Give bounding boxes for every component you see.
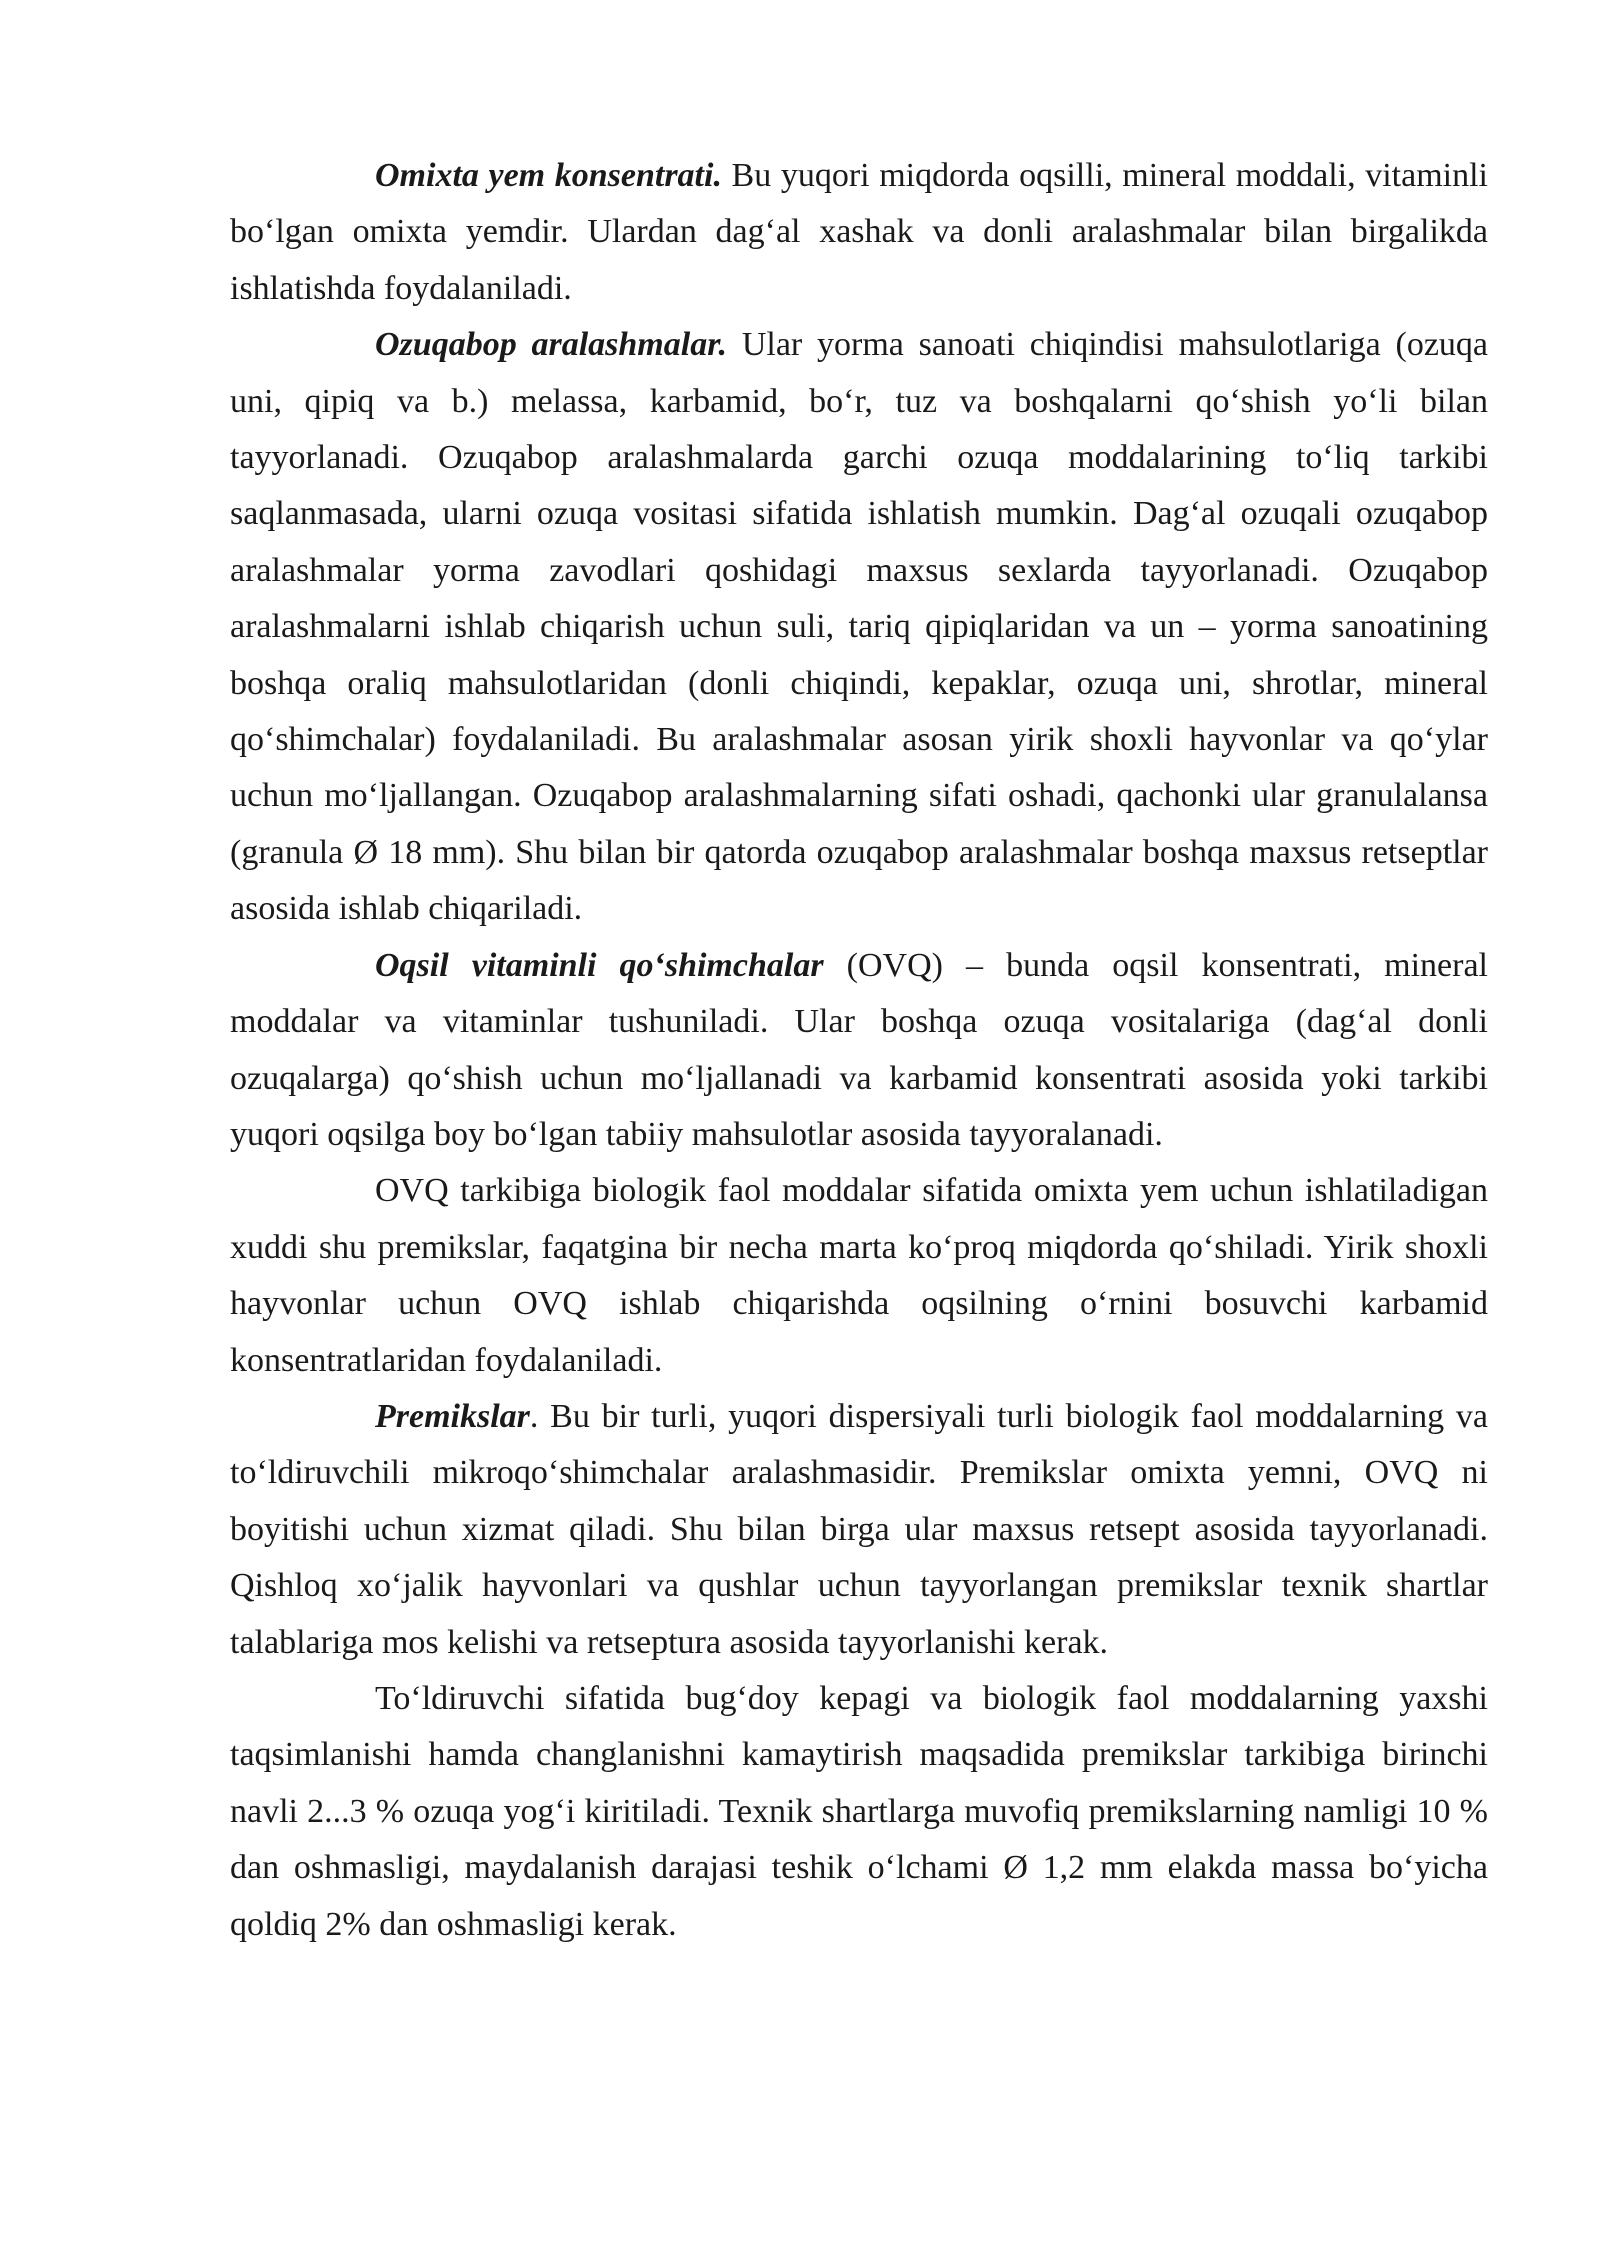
- paragraph-premikslar: [230, 1389, 1488, 1671]
- paragraph-ovq-tarkibi: [230, 1163, 1488, 1389]
- paragraph-ozuqabop: [230, 317, 1488, 937]
- paragraph-text: . Bu bir turli, yuqori dispersiyali turli biologik faol moddalarning va to‘ldiruvchili mikroqo‘shimchalar aralashmasidir. Premikslar omixta yemni, OVQ ni boyitishi uchun xizmat qiladi. Shu bilan birga ular maxsus retsept asosida tayyorlanadi. Qishloq xo‘jalik hayvonlari va qushlar uchun tayyorlangan premikslar texnik shartlar talablariga mos kelishi va retseptura asosida tayyorlanishi kerak.: [230, 1397, 1488, 1661]
- paragraph-heading: Ozuqabop aralashmalar.: [375, 326, 728, 364]
- paragraph-text: Ular yorma sanoati chiqindisi mahsulotlariga (ozuqa uni, qipiq va b.) melassa, karbamid, bo‘r, tuz va boshqalarni qo‘shish yo‘li bilan tayyorlanadi. Ozuqabop aralashmalarda garchi ozuqa moddalarining to‘liq tarkibi saqlanmasada, ularni ozuqa vositasi sifatida ishlatish mumkin. Dag‘al ozuqali ozuqabop aralashmalar yorma zavodlari qoshidagi maxsus sexlarda tayyorlanadi. Ozuqabop aralashmalarni ishlab chiqarish uchun suli, tariq qipiqlaridan va un – yorma sanoatining boshqa oraliq mahsulotlaridan (donli chiqindi, kepaklar, ozuqa uni, shrotlar, mineral qo‘shimchalar) foydalaniladi. Bu aralashmalar asosan yirik shoxli hayvonlar va qo‘ylar uchun mo‘ljallangan. Ozuqabop aralashmalarning sifati oshadi, qachonki ular granulalansa (granula Ø 18 mm). Shu bilan bir qatorda ozuqabop aralashmalar boshqa maxsus retseptlar asosida ishlab chiqariladi.: [230, 326, 1488, 928]
- paragraph-text: (OVQ) – bunda oqsil konsentrati, mineral moddalar va vitaminlar tushuniladi. Ular boshqa ozuqa vositalariga (dag‘al donli ozuqalarga) qo‘shish uchun mo‘ljallanadi va karbamid konsentrati asosida yoki tarkibi yuqori oqsilga boy bo‘lgan tabiiy mahsulotlar asosida tayyoralanadi.: [230, 946, 1489, 1153]
- paragraph-heading: Premikslar: [375, 1397, 530, 1435]
- paragraph-heading: Oqsil vitaminli qo‘shimchalar: [375, 946, 824, 984]
- paragraph-text: OVQ tarkibiga biologik faol moddalar sifatida omixta yem uchun ishlatiladigan xuddi shu premikslar, faqatgina bir necha marta ko‘proq miqdorda qo‘shiladi. Yirik shoxli hayvonlar uchun OVQ ishlab chiqarishda oqsilning o‘rnini bosuvchi karbamid konsentratlaridan foydalaniladi.: [230, 1172, 1488, 1379]
- paragraph-oqsil-vitaminli: [230, 938, 1488, 1164]
- paragraph-heading: Omixta yem konsentrati.: [375, 157, 722, 194]
- paragraph-omixta-yem: [230, 148, 1488, 317]
- paragraph-text: Bu yuqori miqdorda oqsilli, mineral moddali, vitaminli bo‘lgan omixta yemdir. Ulardan dag‘al xashak va donli aralashmalar bilan birgalikda ishlatishda foydalaniladi.: [230, 157, 1489, 307]
- document-body: [230, 148, 1488, 1953]
- paragraph-text: To‘ldiruvchi sifatida bug‘doy kepagi va biologik faol moddalarning yaxshi taqsimlanishi hamda changlanishni kamaytirish maqsadida premikslar tarkibiga birinchi navli 2...3 % ozuqa yog‘i kiritiladi. Texnik shartlarga muvofiq premikslarning namligi 10 % dan oshmasligi, maydalanish darajasi teshik o‘lchami Ø 1,2 mm elakda massa bo‘yicha qoldiq 2% dan oshmasligi kerak.: [230, 1679, 1488, 1943]
- paragraph-toldiruvchi: [230, 1671, 1488, 1953]
